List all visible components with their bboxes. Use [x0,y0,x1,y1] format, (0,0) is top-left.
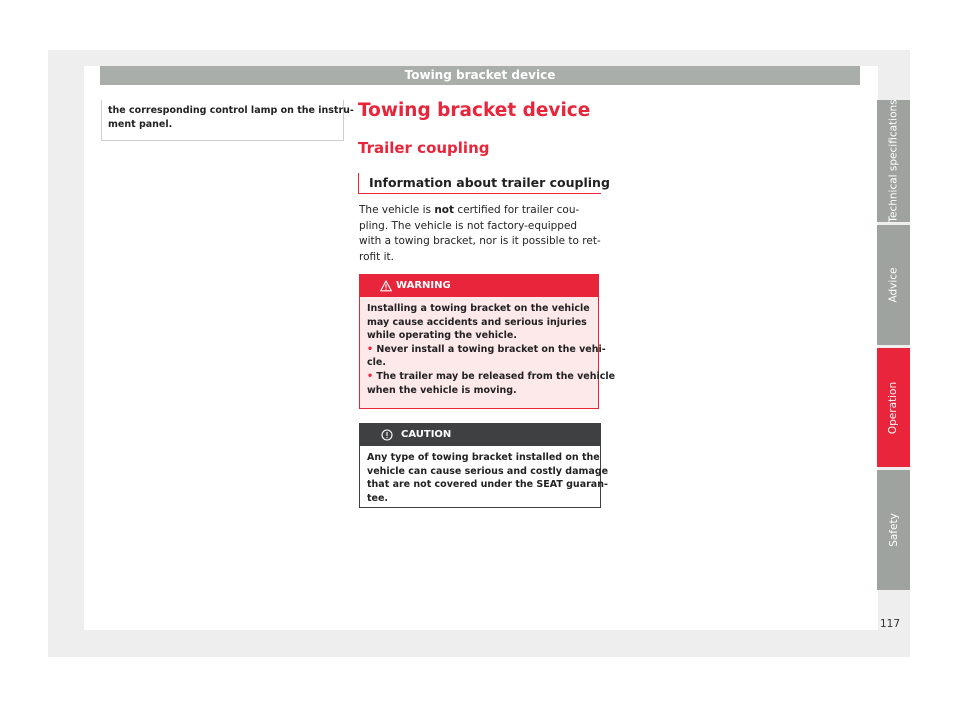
caution-line: vehicle can cause serious and costly damage [367,465,609,477]
warning-line: when the vehicle is moving. [367,384,517,396]
body-emphasis: not [434,204,455,216]
body-paragraph [359,203,599,265]
warning-line: Installing a towing bracket on the vehicle [367,303,590,314]
caution-circle-icon [381,429,393,441]
tab-label: Operation [887,381,900,434]
body-line: with a towing bracket, nor is it possible to ret- [359,235,601,247]
body-text-run: The vehicle is [359,204,435,216]
caution-line: tee. [367,492,389,504]
tab-technical-specifications[interactable] [877,100,910,222]
section-title: Towing bracket device [358,100,591,121]
warning-bullet-item [367,370,616,384]
previous-note-line: ment panel. [108,119,173,130]
bullet-icon: • [367,343,374,355]
caution-header [360,424,600,446]
warning-line: while operating the vehicle. [367,330,517,342]
bullet-icon: • [367,370,374,382]
page-header: Towing bracket device [100,66,860,85]
warning-box [359,274,616,409]
tab-advice[interactable] [877,225,910,345]
warning-title: WARNING [396,280,451,291]
subheading: Information about trailer coupling [369,175,610,190]
subheading-frame [358,173,610,194]
caution-box [359,423,609,508]
warning-line: may cause accidents and serious injuries [367,316,587,328]
tab-safety[interactable] [877,470,910,590]
section-subtitle: Trailer coupling [358,139,490,157]
caution-title: CAUTION [401,429,452,440]
warning-bullet-text: Never install a towing bracket on the vehi- [376,343,606,355]
warning-body [360,297,616,397]
tab-operation[interactable] [877,348,910,467]
body-line: pling. The vehicle is not factory-equipped [359,219,578,232]
tab-label: Technical specifications [887,99,900,223]
tab-label: Advice [887,267,900,303]
previous-note-line: the corresponding control lamp on the instru- [108,105,354,116]
warning-triangle-icon [380,280,392,292]
warning-bullet-text: The trailer may be released from the vehicle [376,370,616,382]
tab-label: Safety [887,513,900,547]
previous-note-box [101,100,354,141]
caution-line: Any type of towing bracket installed on the [367,452,600,463]
caution-line: that are not covered under the SEAT guaran- [367,479,608,491]
body-line: rofit it. [359,250,394,263]
page-number: 117 [880,618,901,630]
warning-line: cle. [367,357,386,369]
warning-bullet-item [367,343,606,357]
body-text-run: certified for trailer cou- [454,204,580,216]
caution-body [360,446,609,505]
warning-header [360,275,598,297]
body-line [359,203,599,219]
